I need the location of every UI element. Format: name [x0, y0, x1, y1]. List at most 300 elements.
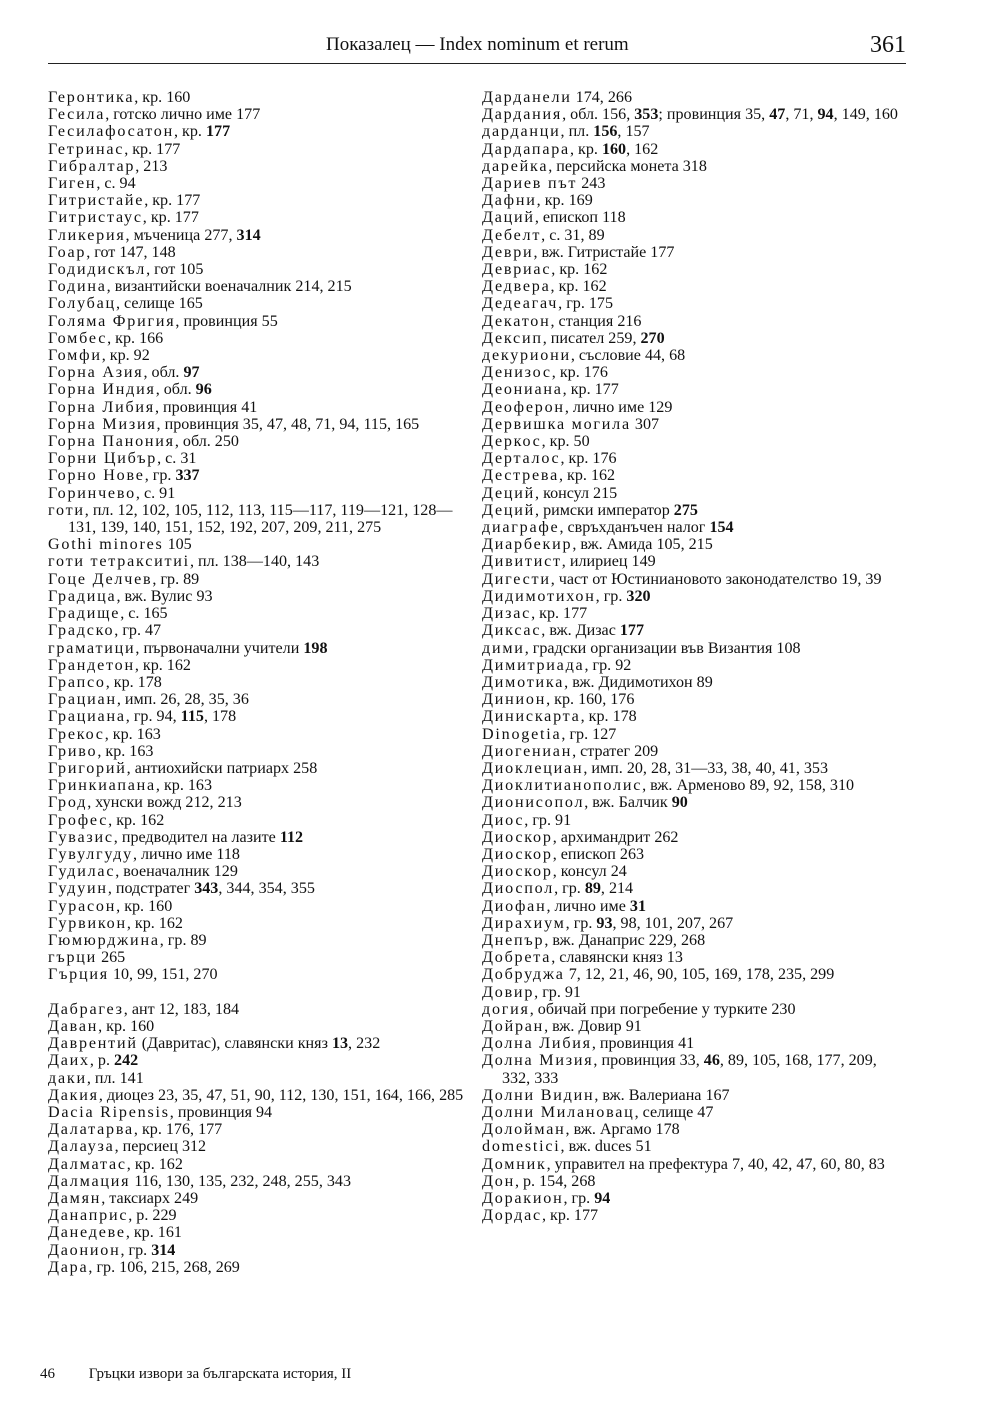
index-reference: , вж. Арменово 89, 92, 158, 310	[642, 777, 855, 795]
index-term: Дафни	[482, 192, 537, 210]
index-entry	[482, 932, 907, 949]
index-entry	[48, 588, 464, 605]
index-reference: , кр. 177	[531, 605, 588, 623]
index-reference: , вж. Вулис 93	[116, 587, 213, 605]
index-term: Даонион	[48, 1241, 121, 1259]
index-term: даки	[48, 1069, 87, 1087]
index-reference: , гр.	[565, 914, 597, 932]
index-entry	[48, 244, 464, 261]
index-term: Дивитист	[482, 553, 562, 571]
index-term: Геронтика	[48, 89, 135, 106]
index-reference: , вж. Гитристайе 177	[533, 243, 675, 261]
index-entry	[48, 158, 464, 175]
index-reference-main: 90	[671, 794, 688, 812]
index-reference: , вж. Аргамо 178	[565, 1121, 680, 1139]
index-reference: , 98, 101, 207, 267	[612, 914, 734, 932]
index-reference: , съсловие 44, 68	[570, 347, 686, 365]
index-term: Гликерия	[48, 226, 126, 244]
index-entry	[482, 364, 907, 381]
index-term: Дардания	[482, 106, 563, 124]
index-term: готи тетракситиі	[48, 553, 190, 571]
index-reference: , кр. 162	[126, 914, 183, 932]
index-entry	[482, 743, 907, 760]
index-entry	[48, 1173, 464, 1190]
index-term: дарданци	[482, 123, 561, 141]
index-entry	[482, 812, 907, 829]
index-reference-main: 94	[594, 1190, 611, 1207]
index-term: Горинчево	[48, 484, 136, 502]
index-term: Гесила	[48, 106, 106, 124]
index-entry	[482, 588, 907, 605]
index-entry	[482, 949, 907, 966]
index-term: Долни Видин	[482, 1086, 595, 1104]
index-term: Днепър	[482, 931, 545, 949]
index-reference: , гр. 89	[159, 931, 207, 949]
index-term: Дирахиум	[482, 914, 566, 932]
index-reference: , 213	[135, 157, 168, 175]
index-reference: , гр.	[120, 1241, 152, 1259]
index-entry	[482, 605, 907, 622]
index-entry	[48, 1259, 464, 1276]
index-reference: , кр. 163	[104, 725, 161, 743]
index-entry	[482, 1121, 907, 1138]
index-reference: , селище 47	[634, 1103, 714, 1121]
index-term: Горни Цибър	[48, 450, 158, 468]
index-reference: , кр. 162	[108, 811, 165, 829]
index-entry	[482, 536, 907, 553]
index-reference: ; провинция 35,	[658, 106, 770, 124]
index-entry	[48, 640, 464, 657]
signature-mark: 46	[40, 1366, 55, 1382]
index-reference: 174, 266	[571, 89, 632, 106]
index-term: Dinogetia	[482, 725, 562, 743]
index-reference: , гр. 106, 215, 268, 269	[88, 1258, 240, 1276]
index-entry	[482, 158, 907, 175]
index-entry	[482, 192, 907, 209]
index-reference: , кр. 160	[116, 897, 173, 915]
index-term: Грод	[48, 794, 88, 812]
index-term: Дабрагез	[48, 1000, 124, 1018]
index-reference: , с. 91	[135, 484, 176, 502]
index-reference: , кр. 176, 177	[133, 1121, 223, 1139]
index-entry	[482, 123, 907, 140]
index-entry	[482, 777, 907, 794]
index-reference: , кр. 160	[134, 89, 191, 106]
index-term: диаграфе	[482, 519, 560, 537]
index-entry	[482, 1207, 907, 1224]
index-entry	[48, 1242, 464, 1259]
index-term: Декатон	[482, 312, 551, 330]
index-term: Дордас	[482, 1207, 542, 1225]
index-entry	[48, 846, 464, 863]
index-reference: , гр. 91	[524, 811, 572, 829]
index-term: Диксас	[482, 622, 542, 640]
index-reference: , гр.	[554, 880, 585, 898]
index-reference: , 344, 354, 355	[218, 880, 315, 898]
index-term: Данедеве	[48, 1224, 126, 1242]
index-entry	[48, 485, 464, 502]
index-entry	[482, 898, 907, 915]
index-entry	[48, 123, 464, 140]
index-entry	[482, 863, 907, 880]
index-reference: , антиохийски патриарх 258	[126, 759, 318, 777]
index-reference: , провинция 35, 47, 48, 71, 94, 115, 165	[156, 415, 420, 433]
index-entry	[482, 1104, 907, 1121]
index-term: граматици	[48, 639, 136, 657]
index-entry	[482, 691, 907, 708]
index-reference: , епископ 263	[552, 845, 645, 863]
index-reference: , гр.	[563, 1190, 595, 1207]
index-entry	[48, 364, 464, 381]
index-reference-main: 89	[584, 880, 601, 898]
index-reference: , кр. 162	[126, 1155, 183, 1173]
index-term: Деври	[482, 243, 534, 261]
index-reference: , кр. 177	[541, 1207, 599, 1225]
index-term: Гудуин	[48, 880, 108, 898]
index-entry	[48, 794, 464, 811]
index-term: Гомфи	[48, 347, 102, 365]
index-entry	[482, 381, 907, 398]
index-reference: , с. 165	[120, 605, 168, 623]
index-term: гърци	[48, 949, 98, 967]
index-reference: , имп. 26, 28, 35, 36	[116, 691, 249, 709]
index-reference: , обл. 250	[174, 433, 239, 451]
index-reference: , кр. 178	[105, 673, 162, 691]
index-reference: , архимандрит 262	[552, 828, 679, 846]
index-reference: , таксиарх 249	[101, 1189, 199, 1207]
page-footer	[40, 1366, 351, 1383]
index-term: Гибралтар	[48, 157, 136, 175]
index-reference: , византийски военачалник 214, 215	[106, 278, 352, 296]
index-reference: , р. 154, 268	[514, 1172, 596, 1190]
index-reference: , готско лично име 177	[105, 106, 261, 124]
index-entry	[48, 708, 464, 725]
index-reference-main: 112	[279, 828, 304, 846]
index-term: Горна Мизия	[48, 415, 157, 433]
index-entry	[482, 1001, 907, 1018]
index-entry	[482, 485, 907, 502]
index-term: Dacia Ripensis	[48, 1103, 170, 1121]
index-reference: , гр. 91	[534, 983, 581, 1001]
index-term: Григорий	[48, 759, 127, 777]
running-head-title: Показалец — Index nominum et rerum	[326, 34, 629, 55]
index-entry	[48, 691, 464, 708]
index-term: Гърция	[48, 966, 109, 984]
index-entry	[482, 674, 907, 691]
index-entry	[482, 261, 907, 278]
index-entry	[482, 880, 907, 897]
index-reference: , подстратег	[107, 880, 195, 898]
index-term: Димитриада	[482, 656, 585, 674]
index-reference: , военачалник 129	[115, 863, 238, 881]
index-reference-main: 156	[593, 123, 618, 141]
index-reference: , гр.	[595, 587, 627, 605]
index-reference: , с. 31, 89	[541, 226, 605, 244]
index-term: Дидимотихон	[482, 587, 596, 605]
index-term: Долна Мизия	[482, 1052, 594, 1070]
index-reference: 7, 12, 21, 46, 90, 105, 169, 178, 235, 299	[564, 966, 835, 984]
index-term: Градско	[48, 622, 115, 640]
index-reference: , персиец 312	[114, 1138, 207, 1156]
index-term: Градище	[48, 605, 121, 623]
index-entry	[482, 347, 907, 364]
index-entry	[48, 433, 464, 450]
index-reference: , кр. 177	[124, 140, 181, 158]
index-entry	[482, 1138, 907, 1155]
index-reference: , кр. 178	[580, 708, 637, 726]
header-rule	[48, 63, 906, 64]
index-reference: , 89, 105, 168, 177, 209, 332, 333	[502, 1052, 877, 1087]
index-entry	[482, 330, 907, 347]
index-reference: , вж. duces 51	[560, 1138, 652, 1156]
index-entry	[48, 553, 464, 570]
index-term: Дон	[482, 1172, 515, 1190]
index-entry	[48, 657, 464, 674]
index-entry	[482, 1190, 907, 1207]
index-reference: , вж. Амида 105, 215	[572, 536, 713, 554]
index-entry	[48, 278, 464, 295]
index-entry	[48, 829, 464, 846]
index-reference: , пл. 141	[86, 1069, 144, 1087]
index-reference: , илириец 149	[561, 553, 656, 571]
index-term: догия	[482, 1000, 530, 1018]
index-entry	[48, 295, 464, 312]
index-entry	[482, 244, 907, 261]
index-term: дарейка	[482, 157, 549, 175]
index-entry	[48, 1018, 464, 1035]
index-term: Динион	[482, 691, 547, 709]
index-reference: , гр. 127	[561, 725, 617, 743]
index-entry	[48, 915, 464, 932]
index-reference-main: 337	[175, 467, 200, 485]
index-entry	[482, 726, 907, 743]
index-term: Диофан	[482, 897, 547, 915]
index-reference-main: 160	[601, 140, 627, 158]
index-entry	[482, 89, 907, 106]
page-header	[48, 34, 906, 66]
index-reference: 116, 130, 135, 232, 248, 255, 343	[130, 1172, 352, 1190]
index-reference: 105	[163, 536, 192, 554]
index-reference: , кр. 161	[125, 1224, 182, 1242]
index-entry	[48, 880, 464, 897]
index-term: Диоклитианополис	[482, 777, 643, 795]
index-term: Далмация	[48, 1172, 131, 1190]
index-term: Даврентий	[48, 1035, 138, 1053]
index-term: Даих	[48, 1052, 90, 1070]
index-reference-main: 320	[626, 587, 651, 605]
index-term: Грапсо	[48, 673, 106, 691]
index-term: Дексип	[482, 329, 543, 347]
index-entry	[482, 209, 907, 226]
index-term: Гудилас	[48, 863, 116, 881]
index-entry	[48, 949, 464, 966]
index-entry	[48, 1104, 464, 1121]
index-reference: , предводител на лазите	[113, 828, 280, 846]
index-term: Дакия	[48, 1086, 99, 1104]
index-reference: , кр. 169	[536, 192, 593, 210]
index-entry	[48, 966, 464, 983]
index-reference: , кр. 163	[155, 777, 213, 795]
index-term: Гурасон	[48, 897, 117, 915]
index-entry	[482, 399, 907, 416]
index-entry	[48, 89, 464, 106]
index-entry	[48, 1001, 464, 1018]
index-entry	[48, 1224, 464, 1241]
index-term: Диогениан	[482, 742, 573, 760]
index-reference: , лично име 118	[132, 845, 240, 863]
index-entry	[48, 1087, 464, 1104]
index-reference-main: 314	[236, 226, 261, 244]
index-entry	[48, 261, 464, 278]
index-reference: , провинция 94	[169, 1103, 273, 1121]
index-reference: , кр. 177	[142, 209, 199, 227]
index-entry	[482, 794, 907, 811]
index-reference: , кр. 177	[562, 381, 619, 399]
index-reference: , славянски княз 13	[551, 949, 683, 967]
index-reference: , провинция 41	[591, 1035, 695, 1053]
index-reference: , 71,	[785, 106, 818, 124]
index-entry	[48, 863, 464, 880]
index-term: Гувазис	[48, 828, 114, 846]
index-entry	[482, 1018, 907, 1035]
index-reference-main: 13	[331, 1035, 349, 1053]
index-term: Дарданели	[482, 89, 572, 106]
index-term: Дедвера	[482, 278, 551, 296]
index-reference: , писател 259,	[542, 329, 641, 347]
index-entry	[482, 519, 907, 536]
index-term: Грациана	[48, 708, 126, 726]
index-column-right	[482, 89, 907, 1224]
index-reference: , кр. 166	[107, 329, 164, 347]
index-entry	[48, 106, 464, 123]
index-reference: , гот 147, 148	[86, 243, 176, 261]
index-term: Деций	[482, 501, 536, 519]
index-reference: , гр. 175	[558, 295, 614, 313]
index-reference: , кр. 92	[101, 347, 150, 365]
index-reference-main: 343	[194, 880, 219, 898]
index-reference: , свръхданъчен налог	[559, 519, 710, 537]
index-reference: , вж. Валериана 167	[594, 1086, 730, 1104]
index-reference: , кр. 162	[550, 278, 607, 296]
index-reference: , 178	[203, 708, 237, 726]
index-reference-main: 46	[703, 1052, 720, 1070]
index-reference: , обл.	[155, 381, 196, 399]
index-reference: , вж. Данаприс 229, 268	[544, 931, 706, 949]
index-entry	[48, 1138, 464, 1155]
index-term: Динискарта	[482, 708, 581, 726]
index-term: Гоар	[48, 243, 87, 261]
index-reference-main: 97	[183, 364, 200, 382]
index-entry	[48, 605, 464, 622]
index-entry	[48, 450, 464, 467]
index-reference: , кр. 163	[97, 742, 154, 760]
index-term: Гесилафосатон	[48, 123, 174, 141]
index-term: Деркос	[482, 433, 542, 451]
index-term: Доракион	[482, 1190, 564, 1207]
index-entry	[482, 278, 907, 295]
index-entry	[48, 743, 464, 760]
index-reference: , мъченица 277,	[125, 226, 237, 244]
index-term: Горна Индия	[48, 381, 156, 399]
index-entry	[482, 313, 907, 330]
index-entry	[48, 467, 464, 484]
index-reference: 10, 99, 151, 270	[108, 966, 218, 984]
index-reference: , 232	[348, 1035, 381, 1053]
index-reference-main: 47	[769, 106, 786, 124]
index-term: Дара	[48, 1258, 89, 1276]
index-reference: , кр. 176	[560, 450, 617, 468]
index-term: Дариев път	[482, 175, 578, 193]
index-term: Диоскор	[482, 828, 553, 846]
index-entry	[48, 1190, 464, 1207]
index-reference: 307	[630, 415, 660, 433]
index-reference: , 214	[600, 880, 634, 898]
index-term: Диоспол	[482, 880, 555, 898]
index-term: Диоклециан	[482, 759, 584, 777]
index-entry	[48, 1070, 464, 1087]
index-reference: , част от Юстиниановото законодателство 19, 39	[550, 570, 882, 588]
index-term: Гюмюрджина	[48, 931, 160, 949]
index-term: Деониана	[482, 381, 563, 399]
index-term: Далматас	[48, 1155, 127, 1173]
index-entry	[482, 915, 907, 932]
index-reference: , кр. 162	[551, 261, 608, 279]
index-term: Дерталос	[482, 450, 561, 468]
index-term: Голяма Фригия	[48, 312, 176, 330]
index-term: Gothi minores	[48, 536, 164, 554]
index-entry	[482, 657, 907, 674]
index-entry	[482, 760, 907, 777]
index-term: Голубац	[48, 295, 116, 313]
index-entry	[482, 1035, 907, 1052]
index-term: Деций	[482, 484, 536, 502]
index-entry	[482, 984, 907, 1001]
index-reference: , станция 216	[550, 312, 642, 330]
index-reference: 243	[577, 175, 606, 193]
index-entry	[482, 450, 907, 467]
index-reference: , консул 24	[552, 863, 627, 881]
index-term: Довир	[482, 983, 535, 1001]
index-reference: , 162	[626, 140, 659, 158]
index-reference: , вж. Балчик	[584, 794, 672, 812]
index-term: Горна Азия	[48, 364, 144, 382]
index-entry	[48, 536, 464, 553]
index-entry	[482, 175, 907, 192]
index-entry	[482, 966, 907, 983]
index-entry	[48, 227, 464, 244]
index-term: Гетринас	[48, 140, 125, 158]
index-reference: , консул 215	[535, 484, 618, 502]
index-entry	[48, 141, 464, 158]
index-reference: , обл.	[143, 364, 184, 382]
index-entry	[482, 622, 907, 639]
index-reference: , 157	[617, 123, 650, 141]
index-reference: , първоначални учители	[135, 639, 304, 657]
index-term: Добруджа	[482, 966, 565, 984]
index-reference: , стратег 209	[572, 742, 659, 760]
index-term: Далауза	[48, 1138, 115, 1156]
page-number: 361	[870, 32, 906, 58]
index-reference: , р. 229	[128, 1207, 177, 1225]
index-reference-main: 177	[205, 123, 231, 141]
index-term: Година	[48, 278, 107, 296]
index-reference: , ант 12, 183, 184	[123, 1000, 240, 1018]
index-entry	[482, 1052, 907, 1086]
index-term: Диоскор	[482, 863, 553, 881]
index-entry	[48, 622, 464, 639]
footer-book-title: Гръцки извори за българската история, II	[88, 1366, 352, 1382]
index-term: Дестрева	[482, 467, 559, 485]
